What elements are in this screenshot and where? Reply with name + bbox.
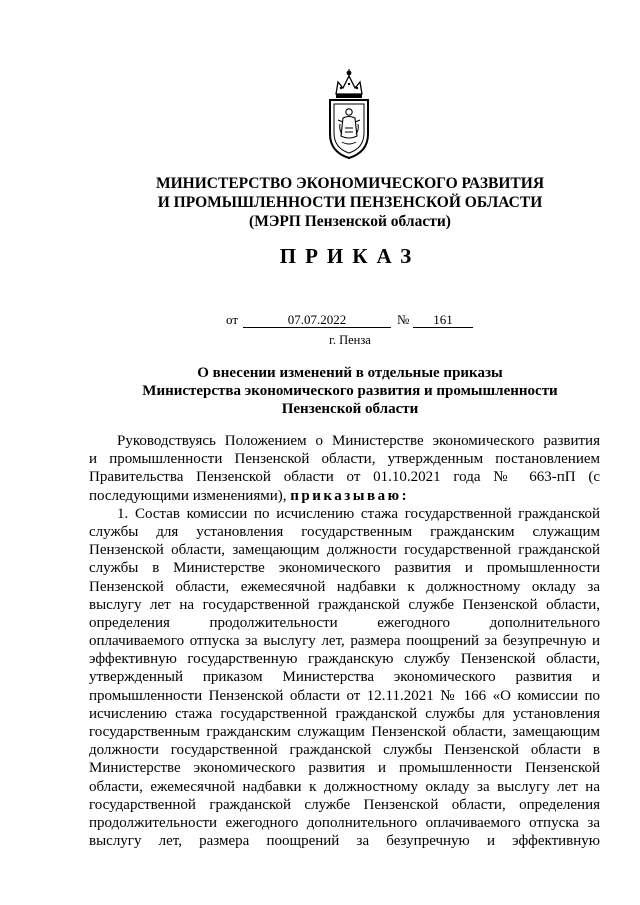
body-line: Министерстве экономического развития и промышленности Пензенской	[89, 760, 600, 777]
order-directive: приказываю:	[290, 487, 410, 504]
city-name: г. Пенза	[329, 333, 371, 347]
body-text: последующими изменениями),	[89, 487, 287, 504]
body-line: службы для установления государственным гражданским служащим	[89, 523, 600, 540]
body-line	[89, 487, 600, 505]
order-number: 161	[413, 312, 473, 328]
body-line: определения продолжительности ежегодного дополнительного	[89, 614, 600, 631]
body-line: Пензенской области, ежемесячной надбавки к должностному окладу за	[89, 578, 600, 595]
ministry-name-line2: И ПРОМЫШЛЕННОСТИ ПЕНЗЕНСКОЙ ОБЛАСТИ	[157, 194, 543, 211]
body-line: эффективную государственную гражданскую службу Пензенской области,	[89, 651, 600, 668]
coat-of-arms-emblem	[326, 68, 372, 160]
order-meta-row	[0, 312, 640, 332]
body-line: исчислению стажа государственной гражданской службы для установления	[89, 705, 600, 722]
subject-line2: Министерства экономического развития и промышленности	[142, 383, 558, 399]
body-line: Руководствуясь Положением о Министерстве экономического развития	[117, 433, 600, 449]
date-label: от	[226, 312, 239, 327]
body-line: 1. Состав комиссии по исчислению стажа государственной гражданской	[117, 505, 600, 522]
subject-line3: Пензенской области	[281, 401, 419, 417]
ministry-abbreviation: (МЭРП Пензенской области)	[249, 213, 451, 230]
number-label: №	[397, 312, 410, 327]
body-line: Пензенской области, замещающим должности государственной гражданской	[89, 542, 600, 559]
body-line: утвержденный приказом Министерства экономического развития и	[89, 669, 600, 686]
body-line: выслугу лет на государственной гражданской службе Пензенской области,	[89, 596, 600, 613]
body-line: Правительства Пензенской области от 01.10.2021 года № 663-пП (с	[89, 469, 600, 486]
body-line: продолжительности ежегодного дополнительного оплачиваемого отпуска за	[89, 814, 600, 831]
ministry-name-line1: МИНИСТЕРСТВО ЭКОНОМИЧЕСКОГО РАЗВИТИЯ	[155, 175, 545, 192]
document-body	[89, 432, 600, 850]
body-line: службы в Министерстве экономического развития и промышленности	[89, 560, 600, 577]
body-line: должности государственной гражданской службы Пензенской области в	[89, 742, 600, 759]
body-line: государственной гражданской службе Пензенской области, определения	[89, 796, 600, 813]
order-title: ПРИКАЗ	[279, 244, 421, 268]
body-line: выслугу лет, размера поощрений за безупречную и эффективную	[89, 833, 600, 850]
order-date: 07.07.2022	[243, 312, 391, 328]
body-line: и промышленности Пензенской области, утвержденным постановлением	[89, 451, 600, 468]
subject-line1: О внесении изменений в отдельные приказы	[197, 365, 503, 381]
body-line: государственным гражданским служащим Пензенской области, замещающим	[89, 724, 600, 740]
body-line: оплачиваемого отпуска за выслугу лет, размера поощрений за безупречную и	[89, 633, 600, 650]
body-line: области, ежемесячной надбавки к должностному окладу за выслугу лет на	[89, 778, 600, 795]
body-line: промышленности Пензенской области от 12.11.2021 № 166 «О комиссии по	[89, 687, 600, 704]
